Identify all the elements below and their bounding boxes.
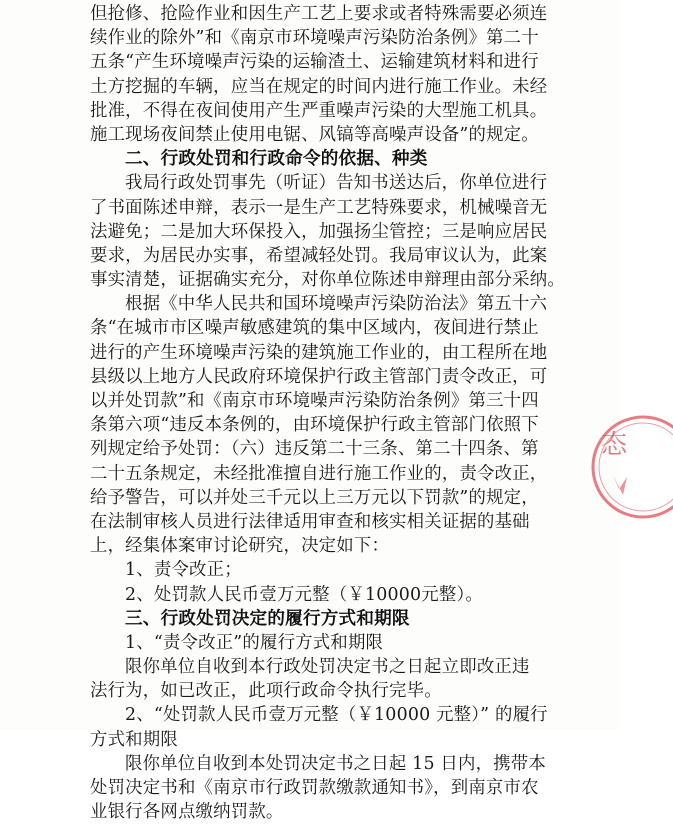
text-line: 了书面陈述申辩，表示一是生产工艺特殊要求，机械噪音无: [90, 197, 548, 218]
text-line: 批准，不得在夜间使用产生严重噪声污染的大型施工机具。: [90, 100, 548, 121]
text-line: 限你单位自收到本行政处罚决定书之日起立即改正违: [125, 657, 530, 678]
text-line: 在法制审核人员进行法律适用审查和核实相关证据的基础: [90, 511, 530, 532]
text-line: 二十五条规定，未经批准擅自进行施工作业的，责令改正，: [90, 463, 548, 484]
text-line: 县级以上地方人民政府环境保护行政主管部门责令改正，可: [90, 366, 548, 387]
text-line: 但抢修、抢险作业和因生产工艺上要求或者特殊需要必须连: [90, 4, 548, 24]
text-line: 我局行政处罚事先（听证）告知书送达后，你单位进行: [125, 173, 548, 194]
text-line: 进行的产生环境噪声污染的建筑施工作业的，由工程所在地: [90, 342, 548, 363]
section-heading: 二、行政处罚和行政命令的依据、种类: [125, 149, 428, 170]
text-line: 方式和期限: [90, 729, 178, 750]
text-line: 2、处罚款人民币壹万元整（￥10000元整）。: [125, 584, 483, 605]
text-line: 施工现场夜间禁止使用电锯、风镐等高噪声设备”的规定。: [90, 124, 539, 145]
text-line: 续作业的除外”和《南京市环境噪声污染防治条例》第二十: [90, 28, 539, 49]
text-line: 五条“产生环境噪声污染的运输渣土、运输建筑材料和进行: [90, 52, 539, 73]
seal-glyph: 态: [601, 430, 628, 460]
document-body: [90, 2, 565, 824]
text-line: 2、“处罚款人民币壹万元整（￥10000 元整）” 的履行: [125, 705, 548, 726]
text-line: 处罚决定书和《南京市行政罚款缴款通知书》，到南京市农: [90, 778, 539, 798]
text-line: 事实清楚，证据确实充分，对你单位陈述申辩理由部分采纳。: [90, 270, 565, 291]
seal-star-fragment: [613, 475, 627, 495]
text-line: 1、责令改正；: [125, 560, 242, 581]
text-line: 给予警告，可以并处三千元以上三万元以下罚款”的规定，: [90, 487, 539, 508]
text-line: 业银行各网点缴纳罚款。: [90, 802, 284, 823]
text-line: 限你单位自收到本处罚决定书之日起 15 日内，携带本: [125, 753, 546, 774]
text-line: 列规定给予处罚：（六）违反第二十三条、第二十四条、第: [90, 439, 539, 460]
text-line: 上，经集体案审讨论研究，决定如下：: [90, 536, 390, 557]
section-heading: 三、行政处罚决定的履行方式和期限: [125, 608, 410, 629]
text-line: 以并处罚款”和《南京市环境噪声污染防治条例》第三十四: [90, 391, 539, 411]
text-line: 土方挖掘的车辆，应当在规定的时间内进行施工作业。未经: [90, 76, 548, 97]
text-line: 要求，为居民办实事，希望减轻处罚。我局审议认为，此案: [90, 245, 548, 266]
text-line: 法避免；二是加大环保投入，加强扬尘管控；三是响应居民: [90, 221, 548, 242]
red-seal-stamp: [583, 405, 673, 525]
text-line: 根据《中华人民共和国环境噪声污染防治法》第五十六: [125, 294, 548, 315]
text-line: 条“在城市市区噪声敏感建筑的集中区域内，夜间进行禁止: [90, 318, 539, 339]
text-line: 条第六项“违反本条例的，由环境保护行政主管部门依照下: [90, 415, 539, 436]
text-line: 1、“责令改正”的履行方式和期限: [125, 632, 384, 653]
text-line: 法行为，如已改正，此项行政命令执行完毕。: [90, 681, 442, 702]
